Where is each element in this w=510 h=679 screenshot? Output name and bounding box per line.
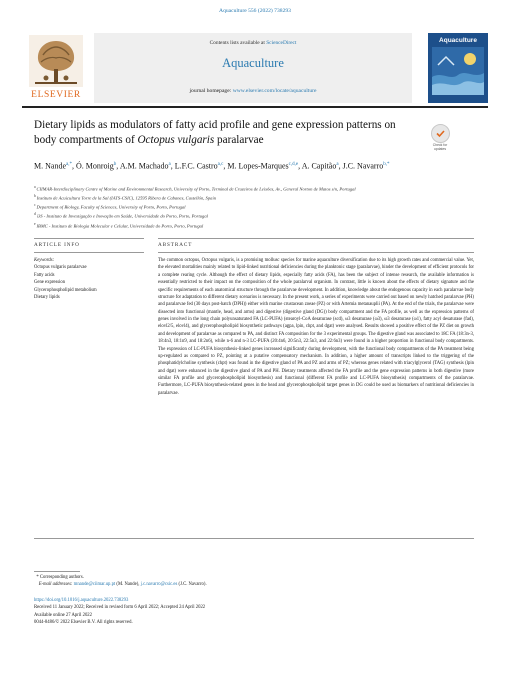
corresponding-text: Corresponding authors. — [39, 575, 84, 580]
asterisk-mark: * — [34, 575, 40, 580]
author-separator: , — [71, 161, 76, 171]
keyword-item: Octopus vulgaris paralarvae — [34, 265, 87, 271]
affiliation-item — [34, 211, 474, 220]
check-updates-icon — [431, 124, 450, 143]
header-divider — [22, 106, 488, 108]
homepage-line — [94, 88, 412, 94]
abstract-heading: ABSTRACT — [158, 242, 193, 248]
author-name[interactable]: Ó. Monroig — [75, 161, 114, 171]
affiliation-text: IBMC - Instituto de Biologia Molecular e Celular, Universidade do Porto, Porto, Portugal — [36, 223, 204, 229]
cover-image — [432, 47, 484, 95]
author-separator: , — [298, 161, 302, 171]
keyword-list — [34, 264, 146, 301]
title-species: Octopus vulgaris — [137, 134, 215, 146]
affiliation-item — [34, 202, 474, 211]
affiliation-mark: d — [34, 212, 37, 217]
author-affiliation-mark[interactable]: b,* — [383, 162, 390, 167]
author-list — [34, 158, 474, 173]
keywords-label: Keywords: — [34, 258, 55, 263]
author-name[interactable]: M. Lopes-Marques — [227, 161, 289, 171]
article-title — [34, 118, 414, 148]
author-name[interactable]: M. Nande — [34, 161, 66, 171]
keyword-item: Gene expression — [34, 280, 66, 286]
affiliation-mark: b — [34, 194, 37, 199]
journal-citation[interactable]: Aquaculture 556 (2022) 738293 — [219, 8, 291, 14]
elsevier-logo[interactable] — [22, 33, 90, 103]
author-separator: , — [338, 161, 343, 171]
email-owner-navarro: (J.C. Navarro). — [178, 582, 207, 588]
homepage-prefix: journal homepage: — [189, 88, 232, 94]
author-separator: , — [170, 161, 175, 171]
sciencedirect-link[interactable]: ScienceDirect — [266, 40, 297, 46]
contents-line — [94, 40, 412, 46]
journal-title: Aquaculture — [222, 56, 284, 70]
affiliation-text: Instituto de Acuicultura Torre de la Sal (IATS-CSIC), 12595 Ribera de Cabanes, Castellón, Spain — [36, 195, 217, 201]
affiliation-text: Department of Biology, Faculty of Sciences, University of Porto, Porto, Portugal — [36, 204, 186, 210]
abstract-bottom-divider — [34, 538, 474, 539]
affiliation-mark: a — [34, 185, 37, 189]
copyright-line: 0044-8486/© 2022 Elsevier B.V. All rights reserved. — [34, 620, 133, 626]
author-name[interactable]: A. Capitão — [301, 161, 337, 171]
affiliation-text: CIIMAR-Interdisciplinary Centre of Marine and Environmental Research, University of Porto, Terminal de Cruzeiros de Leixões, Av., General Norton de Matos s/n, Portugal — [36, 186, 356, 192]
author-affiliation-mark[interactable]: a — [336, 162, 339, 167]
doi-link[interactable]: https://doi.org/10.1016/j.aquaculture.2022.738293 — [34, 598, 129, 603]
check-for-updates-badge[interactable] — [428, 124, 452, 154]
affiliation-text: i3S - Instituto de Investigação e Inovação em Saúde, Universidade do Porto, Porto, Portugal — [36, 213, 208, 219]
elsevier-tree-icon — [29, 35, 83, 87]
homepage-link[interactable]: www.elsevier.com/locate/aquaculture — [232, 88, 317, 94]
email-label: E-mail addresses: — [38, 582, 73, 588]
cover-title: Aquaculture — [439, 37, 477, 44]
article-info-divider — [34, 238, 144, 239]
article-info-heading: ARTICLE INFO — [34, 242, 80, 248]
affiliation-mark: c — [34, 203, 37, 208]
received-dates: Received 11 January 2022; Received in revised form 6 April 2022; Accepted 24 April 2022 — [34, 605, 206, 611]
abstract-text: The common octopus, Octopus vulgaris, is a promising mollusc species for marine aquaculture diversification due to its high growth rates and commercial value. Yet, the elevated mortalities mainly related to lipid-linked nutritional deficiencies during the planktonic stage (paralarvae), hinder the development of efficient protocols for a complete rearing cycle. Although the effect of dietary lipids, especially fatty acids (FA), has been the subject of intense research, the available information is essentially restricted to their impact on the composition of the whole paralarval organism. In contrast, little is known about the effects of dietary signature and the specific requirements of each anatomical structure through the paralarvae development. In addition, knowledge about the endogenous capacity in each paralarvae body structure for adaptation to different dietary scenarios is necessary. In the present work, a series of experiments were carried out based on newly hatched paralarvae (PH) and paralarvae fed (30 days post-hatch (DPH)) either with marine crustacean zoeae (PZ) or with Artemia metanauplii (PA). At the end of the trials, the paralarvae were dissected into functional (mantle, head, and arms) and digestive (digestive gland (DG)) body compartment and the FA profile, as well as the expression patterns of genes involved in the long chain polyunsaturated FA (LC-PUFA) (stearoyl-CoA desaturase (scd), ω3 desaturase (ω3), ω3 desaturase (ω1), fatty acyl desaturase (fad), elovl2/5, elovl4), and glycerophospholipid biosynthetic pathways (agpa, lpin, chpt, and dgat) were analysed. Results showed a positive effect of the PZ diet on growth and development of paralarvae as compared to PA, and distinct FA composition for the 3 experimental groups. The digestive gland was associated to 18C FA (18:3n-3, 18:4n3, 18:1n9, and 18:2n6), while n-6 and n-3 LC-PUFA (20:4n6, 20:5n3, 22:5n3, and 22:6n3) were found in a higher proportion in functional body compartments. The expression of LC-PUFA biosynthesis-linked genes increased significantly during development, with the functional body compartments of the PA treatment being up-regulated as compared to PZ, pointing at a putative compensatory mechanism. In addition, a higher amount of transcripts linked to the triggering of the phosphatidylcholine synthesis (chpt) was found in the digestive gland of PA and PZ and arms of PZ; whereas genes related with triacylglycerol (TAG) synthesis (lpin and dgat) were enhanced in the digestive gland of PA and PH. Dietary treatments affected the FA profile and the gene expression patterns in both digestive (more similar FA profile and glycerophospholipid biosynthesis) and functional (different FA profile and LC-PUFA biosynthesis) compartments of the paralarvae. Furthermore, LC-PUFA biosynthesis-related genes in the head and glycerophospholipid target genes in DG could be used as biomarkers of nutritional deficiencies in paralarvae. — [158, 258, 474, 396]
affiliation-item — [34, 221, 474, 230]
affiliation-item — [34, 184, 474, 193]
author-affiliation-mark[interactable]: b — [113, 162, 117, 167]
author-affiliation-mark[interactable]: c,d,e — [288, 162, 299, 167]
keyword-item: Fatty acids — [34, 272, 55, 278]
affiliation-list — [34, 184, 474, 230]
keyword-item: Dietary lipids — [34, 295, 60, 301]
check-updates-label: Check for updates — [432, 143, 448, 151]
author-affiliation-mark[interactable]: a,c — [217, 162, 224, 167]
author-affiliation-mark[interactable]: a — [168, 162, 171, 167]
abstract-divider — [158, 238, 474, 239]
article-info-divider-2 — [34, 252, 144, 253]
affiliation-item — [34, 193, 474, 202]
journal-cover[interactable] — [428, 33, 488, 103]
corresponding-note — [34, 574, 474, 581]
email-link-nande[interactable]: mnande@ciimar.up.pt — [73, 582, 116, 588]
article-metadata — [34, 597, 474, 627]
author-name[interactable]: L.F.C. Castro — [174, 161, 218, 171]
author-name[interactable]: J.C. Navarro — [342, 161, 384, 171]
available-online: Available online 27 April 2022 — [34, 612, 92, 618]
elsevier-wordmark: ELSEVIER — [31, 90, 81, 100]
keywords-block — [34, 257, 146, 301]
footnote-divider — [34, 571, 80, 572]
title-main: Dietary lipids as modulators of fatty acid profile and gene expression patterns on body compartments of — [34, 119, 396, 146]
author-separator: , — [223, 161, 228, 171]
affiliation-mark: e — [34, 221, 37, 226]
email-line — [34, 581, 474, 588]
journal-banner — [94, 33, 412, 103]
author-separator: , — [116, 161, 120, 171]
contents-prefix: Contents lists available at — [209, 40, 265, 46]
keyword-item: Glycerophospholipid metabolism — [34, 287, 97, 293]
email-owner-nande: (M. Nande), — [116, 582, 140, 588]
author-affiliation-mark[interactable]: a,* — [66, 162, 72, 167]
abstract-divider-2 — [158, 252, 474, 253]
email-link-navarro[interactable]: j.c.navarro@csic.es — [140, 582, 178, 588]
journal-header — [22, 33, 488, 103]
footnotes — [34, 574, 474, 589]
author-name[interactable]: A.M. Machado — [119, 161, 169, 171]
title-end: paralarvae — [217, 134, 264, 146]
